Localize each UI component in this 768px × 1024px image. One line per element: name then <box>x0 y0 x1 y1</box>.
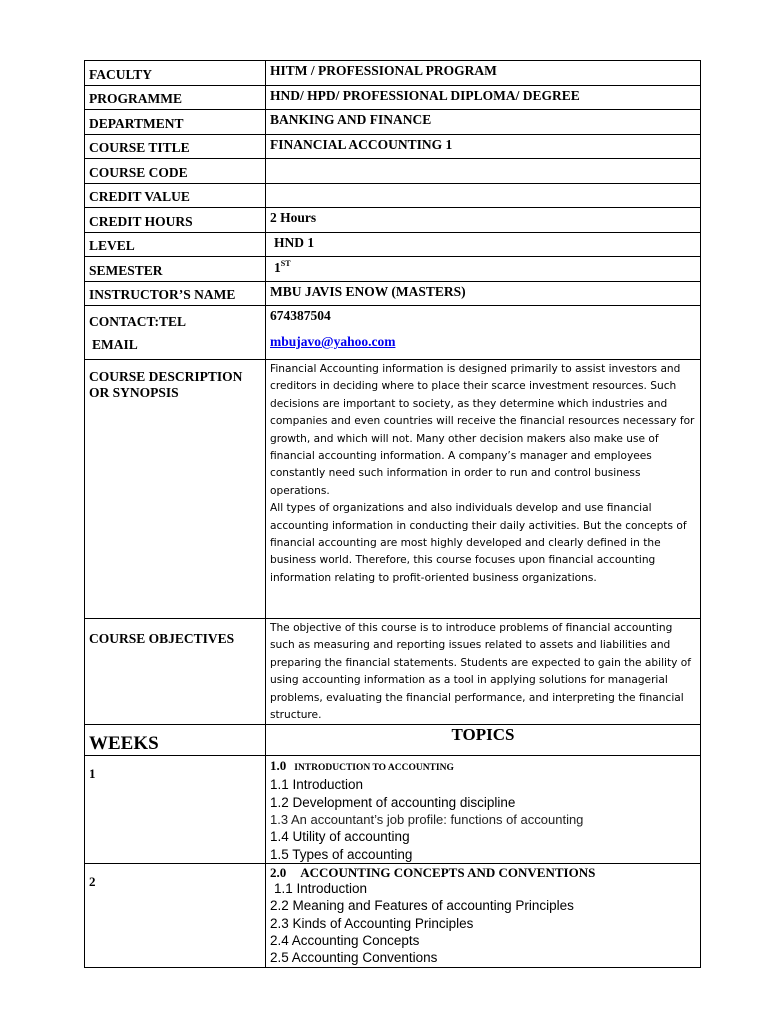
credit-hours-label: CREDIT HOURS <box>85 208 266 233</box>
week-1-item: 1.1 Introduction <box>270 777 364 793</box>
semester-suffix: ST <box>280 259 291 268</box>
week-row-2 <box>85 863 701 967</box>
course-title-value: FINANCIAL ACCOUNTING 1 <box>266 134 701 159</box>
credit-value-label: CREDIT VALUE <box>85 183 266 208</box>
semester-number: 1 <box>274 259 281 275</box>
week-number-2: 2 <box>85 863 266 967</box>
contact-label-cell <box>85 306 266 360</box>
week-2-item: 2.2 Meaning and Features of accounting Principles <box>270 898 574 914</box>
week-number-1: 1 <box>85 756 266 863</box>
contact-tel-value: 674387504 <box>270 308 331 323</box>
course-title-row <box>85 134 701 159</box>
week-1-item: 1.5 Types of accounting <box>270 846 413 862</box>
week-2-item: 2.3 Kinds of Accounting Principles <box>270 915 474 931</box>
topics-header: TOPICS <box>266 725 701 756</box>
week-2-item: 2.4 Accounting Concepts <box>270 932 420 948</box>
credit-hours-row <box>85 208 701 233</box>
level-label: LEVEL <box>85 232 266 257</box>
week-row-1 <box>85 756 701 863</box>
faculty-row <box>85 61 701 86</box>
instructor-value: MBU JAVIS ENOW (MASTERS) <box>266 281 701 306</box>
week-2-item: 1.1 Introduction <box>274 880 368 896</box>
week-2-heading <box>270 865 696 880</box>
contact-row <box>85 306 701 360</box>
programme-row <box>85 85 701 110</box>
level-text: HND 1 <box>274 234 315 250</box>
week-1-heading <box>270 758 696 776</box>
week-1-heading-num: 1.0 <box>270 758 287 774</box>
contact-value-cell <box>266 306 701 360</box>
credit-value-row <box>85 183 701 208</box>
contact-tel-label: CONTACT:TEL <box>89 314 187 329</box>
credit-hours-value: 2 Hours <box>266 208 701 233</box>
description-cell <box>266 360 701 619</box>
week-1-heading-title: INTRODUCTION TO ACCOUNTING <box>294 763 454 774</box>
faculty-label: FACULTY <box>85 61 266 86</box>
description-paragraph-1: Financial Accounting information is designed primarily to assist investors and creditors in deciding where to place their scarce investment resources. Such decisions are important to society, as they determine which industries and companies and even countries will receive the financial resources necessary for growth, and which will not. Many other decision makers also make use of financial accounting information. A company’s manager and employees constantly need such information in order to run and control business operations. <box>270 363 695 497</box>
department-row <box>85 110 701 135</box>
course-title-label: COURSE TITLE <box>85 134 266 159</box>
course-code-value <box>266 159 701 184</box>
objectives-label: COURSE OBJECTIVES <box>85 619 266 725</box>
level-value <box>266 232 701 257</box>
faculty-value: HITM / PROFESSIONAL PROGRAM <box>266 61 701 86</box>
week-2-heading-title: ACCOUNTING CONCEPTS AND CONVENTIONS <box>300 864 596 880</box>
semester-row <box>85 257 701 282</box>
semester-value <box>266 257 701 282</box>
schedule-header-row <box>85 725 701 756</box>
week-1-item: 1.3 An accountant’s job profile: functions of accounting <box>270 812 584 828</box>
week-1-item: 1.4 Utility of accounting <box>270 829 410 845</box>
course-code-label: COURSE CODE <box>85 159 266 184</box>
description-label-line1: COURSE DESCRIPTION <box>89 369 243 384</box>
description-label-line2: OR SYNOPSIS <box>89 385 179 400</box>
email-label: EMAIL <box>92 337 138 352</box>
description-label-cell <box>85 360 266 619</box>
description-row <box>85 360 701 619</box>
programme-label: PROGRAMME <box>85 85 266 110</box>
instructor-row <box>85 281 701 306</box>
level-row <box>85 232 701 257</box>
week-2-heading-num: 2.0 <box>270 864 287 880</box>
email-link[interactable]: mbujavo@yahoo.com <box>270 334 396 349</box>
department-value: BANKING AND FINANCE <box>266 110 701 135</box>
week-2-item: 2.5 Accounting Conventions <box>270 950 438 966</box>
objectives-row <box>85 619 701 725</box>
department-label: DEPARTMENT <box>85 110 266 135</box>
credit-value-value <box>266 183 701 208</box>
week-topics-2 <box>266 863 701 967</box>
weeks-header: WEEKS <box>85 725 266 756</box>
course-info-table <box>84 60 701 968</box>
week-topics-1 <box>266 756 701 863</box>
description-paragraph-2: All types of organizations and also individuals develop and use financial accounting information in conducting their daily activities. But the concepts of financial accounting are most highly developed and clearly defined in the business world. Therefore, this course focuses upon financial accounting information relating to profit-oriented business organizations. <box>270 502 687 584</box>
semester-label: SEMESTER <box>85 257 266 282</box>
objectives-text: The objective of this course is to introduce problems of financial accounting such as measuring and reporting issues related to assets and liabilities and preparing the financial statements. Students are expected to gain the ability of using accounting information as a tool in applying solutions for managerial problems, evaluating the financial performance, and interpreting the financial structure. <box>270 622 691 722</box>
course-code-row <box>85 159 701 184</box>
programme-value: HND/ HPD/ PROFESSIONAL DIPLOMA/ DEGREE <box>266 85 701 110</box>
week-1-item: 1.2 Development of accounting discipline <box>270 794 516 810</box>
objectives-cell <box>266 619 701 725</box>
instructor-label: INSTRUCTOR’S NAME <box>85 281 266 306</box>
